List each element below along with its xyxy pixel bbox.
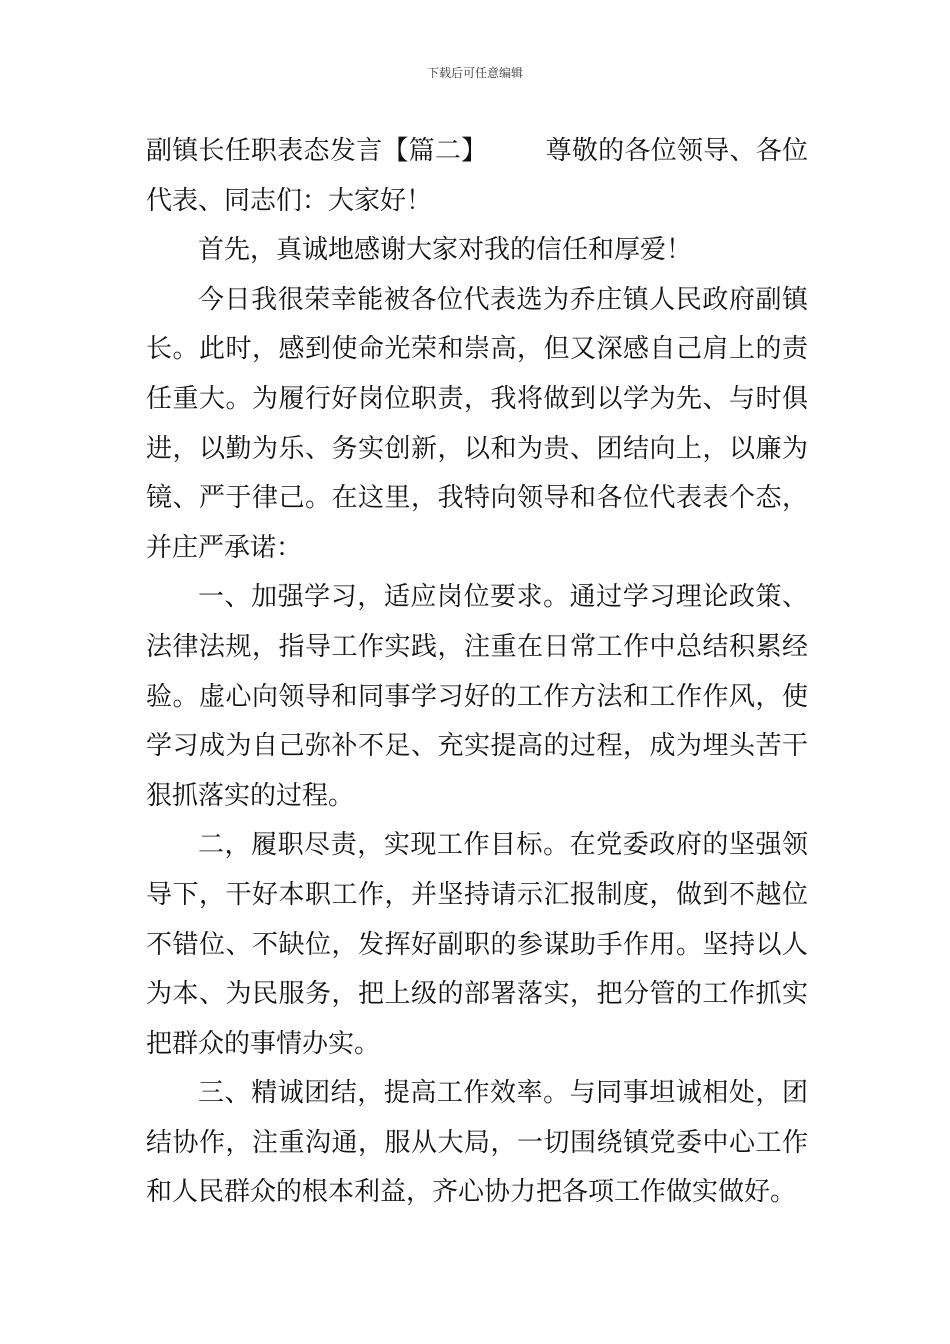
paragraph-thanks: 首先，真诚地感谢大家对我的信任和厚爱！ xyxy=(198,235,693,266)
paragraph-intro: 今日我很荣幸能被各位代表选为乔庄镇人民政府副镇长。此时，感到使命光荣和崇高，但又深感自己肩上的责任重大。为履行好岗位职责，我将做到以学为先、与时俱进，以勤为乐、务实创新，以和为贵、团结向上，以廉为镜、严于律己。在这里，我特向领导和各位代表表个态，并庄严承诺： xyxy=(146,284,808,563)
paragraph-point-two: 二，履职尽责，实现工作目标。在党委政府的坚强领导下，干好本职工作，并坚持请示汇报制度，做到不越位不错位、不缺位，发挥好副职的参谋助手作用。坚持以人为本、为民服务，把上级的部署落实，把分管的工作抓实把群众的事情办实。 xyxy=(146,830,808,1059)
greeting: 尊敬的各位领导、各位代表、同志们：大家好！ xyxy=(146,136,808,216)
paragraph-point-one: 一、加强学习，适应岗位要求。通过学习理论政策、法律法规，指导工作实践，注重在日常工作中总结积累经验。虚心向领导和同事学习好的工作方法和工作作风，使学习成为自己弥补不足、充实提高的过程，成为埋头苦干狠抓落实的过程。 xyxy=(146,582,808,811)
document-title: 副镇长任职表态发言【篇二】 xyxy=(146,136,488,166)
paragraph-point-three: 三、精诚团结，提高工作效率。与同事坦诚相处，团结协作，注重沟通，服从大局，一切围绕镇党委中心工作和人民群众的根本利益，齐心协力把各项工作做实做好。 xyxy=(146,1078,808,1208)
page-header: 下载后可任意编辑 xyxy=(426,66,523,80)
document-body xyxy=(146,127,808,1218)
title-line xyxy=(146,127,808,226)
